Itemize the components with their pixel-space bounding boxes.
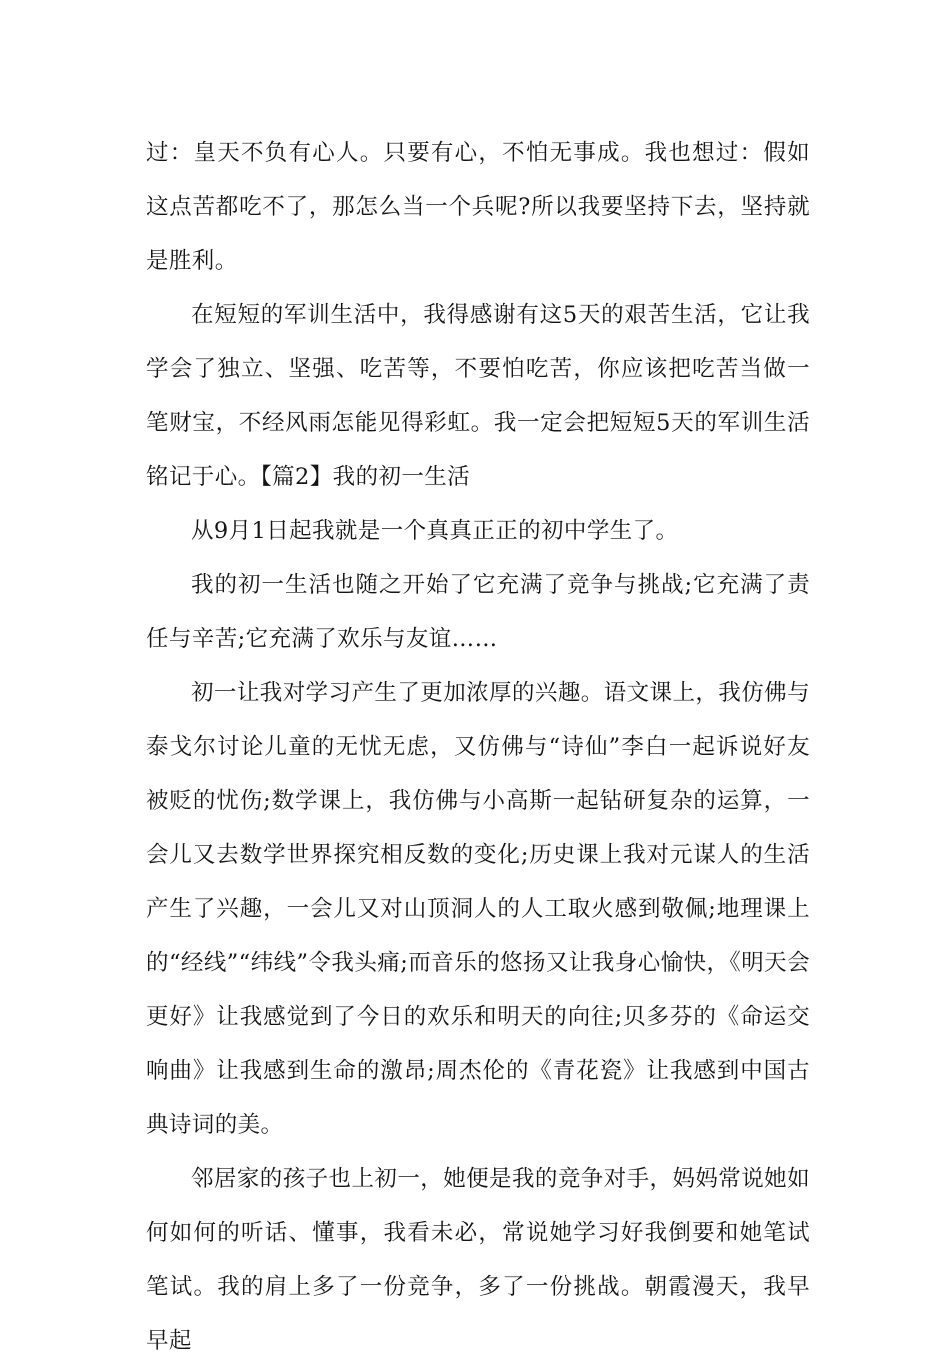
paragraph-life-begins: 我的初一生活也随之开始了它充满了竞争与挑战;它充满了责任与辛苦;它充满了欢乐与友谊…… — [146, 572, 810, 652]
paragraph-first-day: 从9月1日起我就是一个真真正正的初中学生了。 — [191, 518, 679, 544]
paragraph-study-interest: 初一让我对学习产生了更加浓厚的兴趣。语文课上，我仿佛与泰戈尔讨论儿童的无忧无虑，又仿佛与“诗仙”李白一起诉说好友被贬的忧伤;数学课上，我仿佛与小高斯一起钻研复杂的运算，一会儿又去数学世界探究相反数的变化;历史课上我对元谋人的生活产生了兴趣，一会儿又对山顶洞人的人工取火感到敬佩;地理课上的“经线”“纬线”令我头痛;而音乐的悠扬又让我身心愉快，《明天会更好》让我感觉到了今日的欢乐和明天的向往;贝多芬的《命运交响曲》让我感到生命的激昂;周杰伦的《青花瓷》让我感到中国古典诗词的美。 — [146, 680, 810, 1138]
paragraph-military-training: 在短短的军训生活中，我得感谢有这5天的艰苦生活，它让我学会了独立、坚强、吃苦等，不要怕吃苦，你应该把吃苦当做一笔财宝，不经风雨怎能见得彩虹。我一定会把短短5天的军训生活铭记于心。【篇2】我的初一生活 — [146, 302, 810, 490]
paragraph-neighbor-competition: 邻居家的孩子也上初一，她便是我的竞争对手，妈妈常说她如何如何的听话、懂事，我看未必，常说她学习好我倒要和她笔试笔试。我的肩上多了一份竞争，多了一份挑战。朝霞漫天，我早早起 — [146, 1166, 810, 1354]
paragraph-continuation: 过：皇天不负有心人。只要有心，不怕无事成。我也想过：假如这点苦都吃不了，那怎么当一个兵呢?所以我要坚持下去，坚持就是胜利。 — [146, 140, 810, 274]
body-text — [146, 126, 810, 1368]
